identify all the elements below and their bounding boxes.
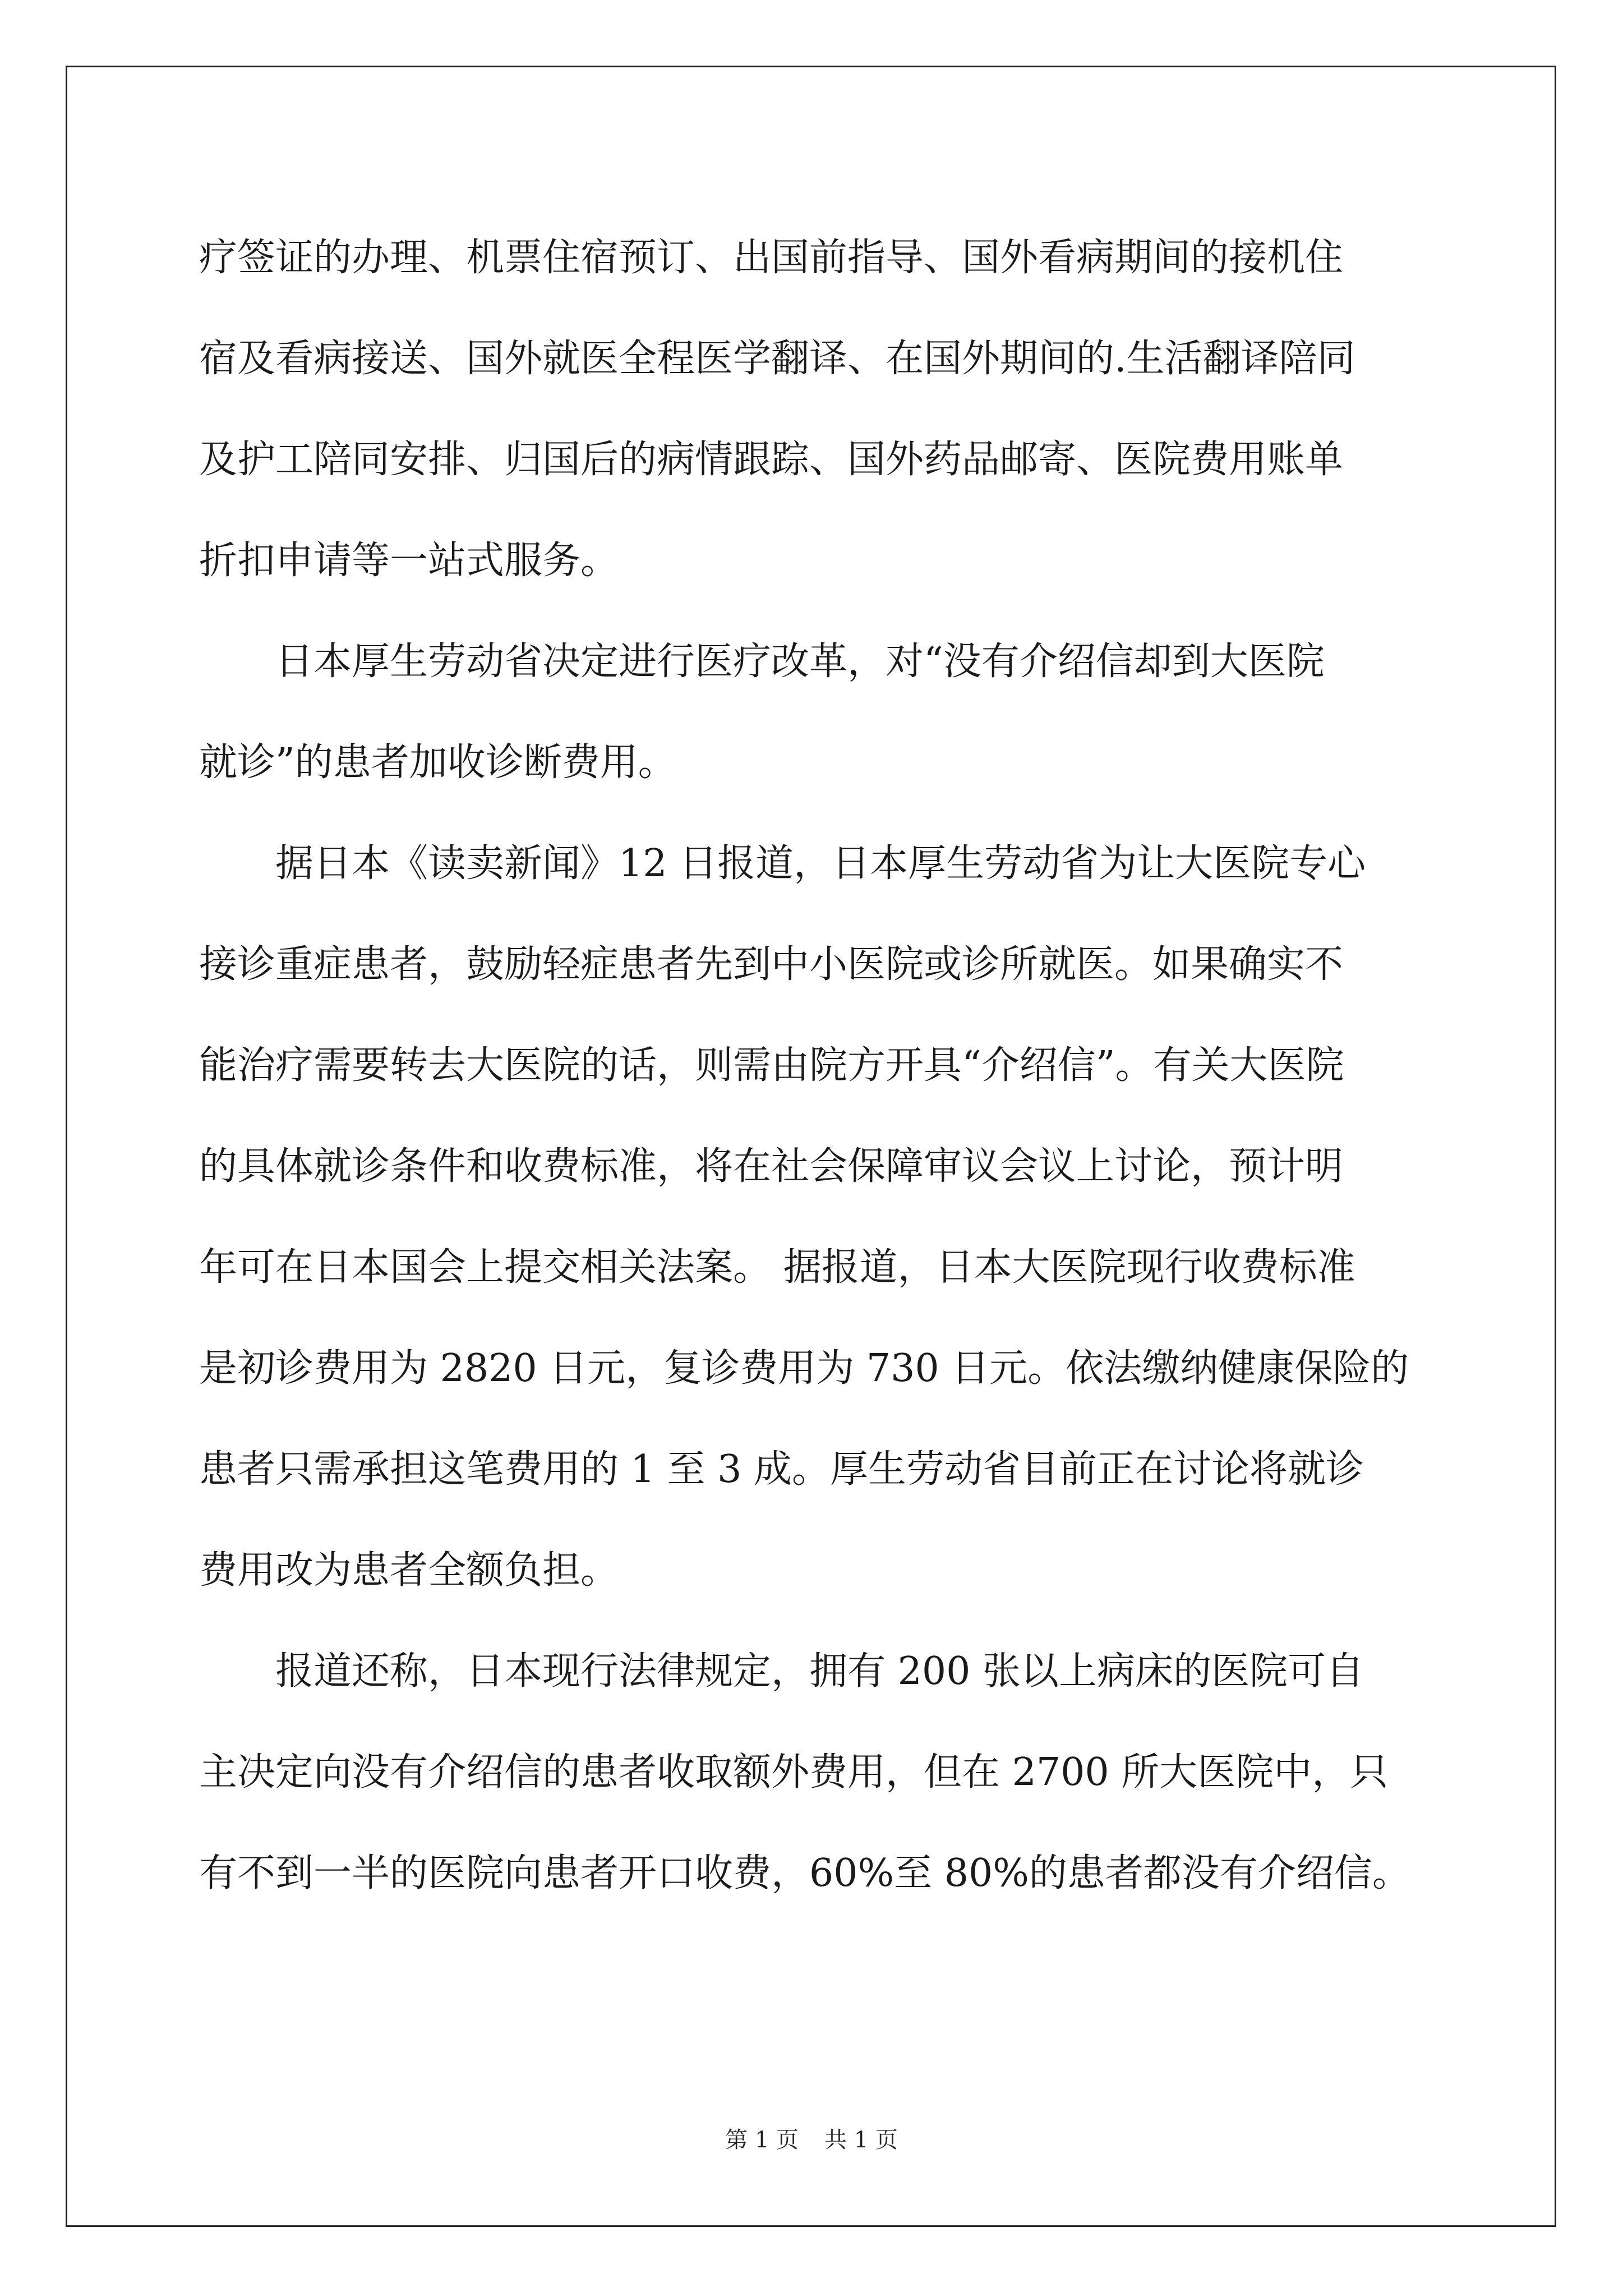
text-line: 费用改为患者全额负担。 <box>199 1548 619 1593</box>
document-body <box>199 208 1427 1924</box>
text-line: 接诊重症患者，鼓励轻症患者先到中小医院或诊所就医。如果确实不 <box>199 942 1344 987</box>
text-line: 是初诊费用为 2820 日元，复诊费用为 730 日元。依法缴纳健康保险的 <box>199 1346 1409 1391</box>
paragraph-first-line: 日本厚生劳动省决定进行医疗改革，对“没有介绍信却到大医院 <box>275 639 1325 684</box>
text-line: 疗签证的办理、机票住宿预订、出国前指导、国外看病期间的接机住 <box>199 236 1344 280</box>
text-line: 的具体就诊条件和收费标准，将在社会保障审议会议上讨论，预计明 <box>199 1144 1344 1189</box>
paragraph-first-line: 据日本《读卖新闻》12 日报道，日本厚生劳动省为让大医院专心 <box>275 841 1366 886</box>
text-line: 就诊”的患者加收诊断费用。 <box>199 740 676 785</box>
page-number: 第 1 页 <box>725 2127 799 2153</box>
text-line: 折扣申请等一站式服务。 <box>199 539 619 583</box>
text-line: 主决定向没有介绍信的患者收取额外费用，但在 2700 所大医院中，只 <box>199 1750 1389 1795</box>
text-line: 及护工陪同安排、归国后的病情跟踪、国外药品邮寄、医院费用账单 <box>199 438 1344 482</box>
text-line: 患者只需承担这笔费用的 1 至 3 成。厚生劳动省目前正在讨论将就诊 <box>199 1447 1364 1492</box>
text-line: 有不到一半的医院向患者开口收费，60%至 80%的患者都没有介绍信。 <box>199 1851 1410 1895</box>
text-line: 能治疗需要转去大医院的话，则需由院方开具“介绍信”。有关大医院 <box>199 1043 1344 1088</box>
text-line: 年可在日本国会上提交相关法案。 据报道，日本大医院现行收费标准 <box>199 1245 1355 1290</box>
page-footer <box>0 2123 1623 2157</box>
text-line: 宿及看病接送、国外就医全程医学翻译、在国外期间的.生活翻译陪同 <box>199 337 1355 381</box>
page-total: 共 1 页 <box>824 2127 898 2153</box>
paragraph-first-line: 报道还称，日本现行法律规定，拥有 200 张以上病床的医院可自 <box>275 1649 1364 1694</box>
